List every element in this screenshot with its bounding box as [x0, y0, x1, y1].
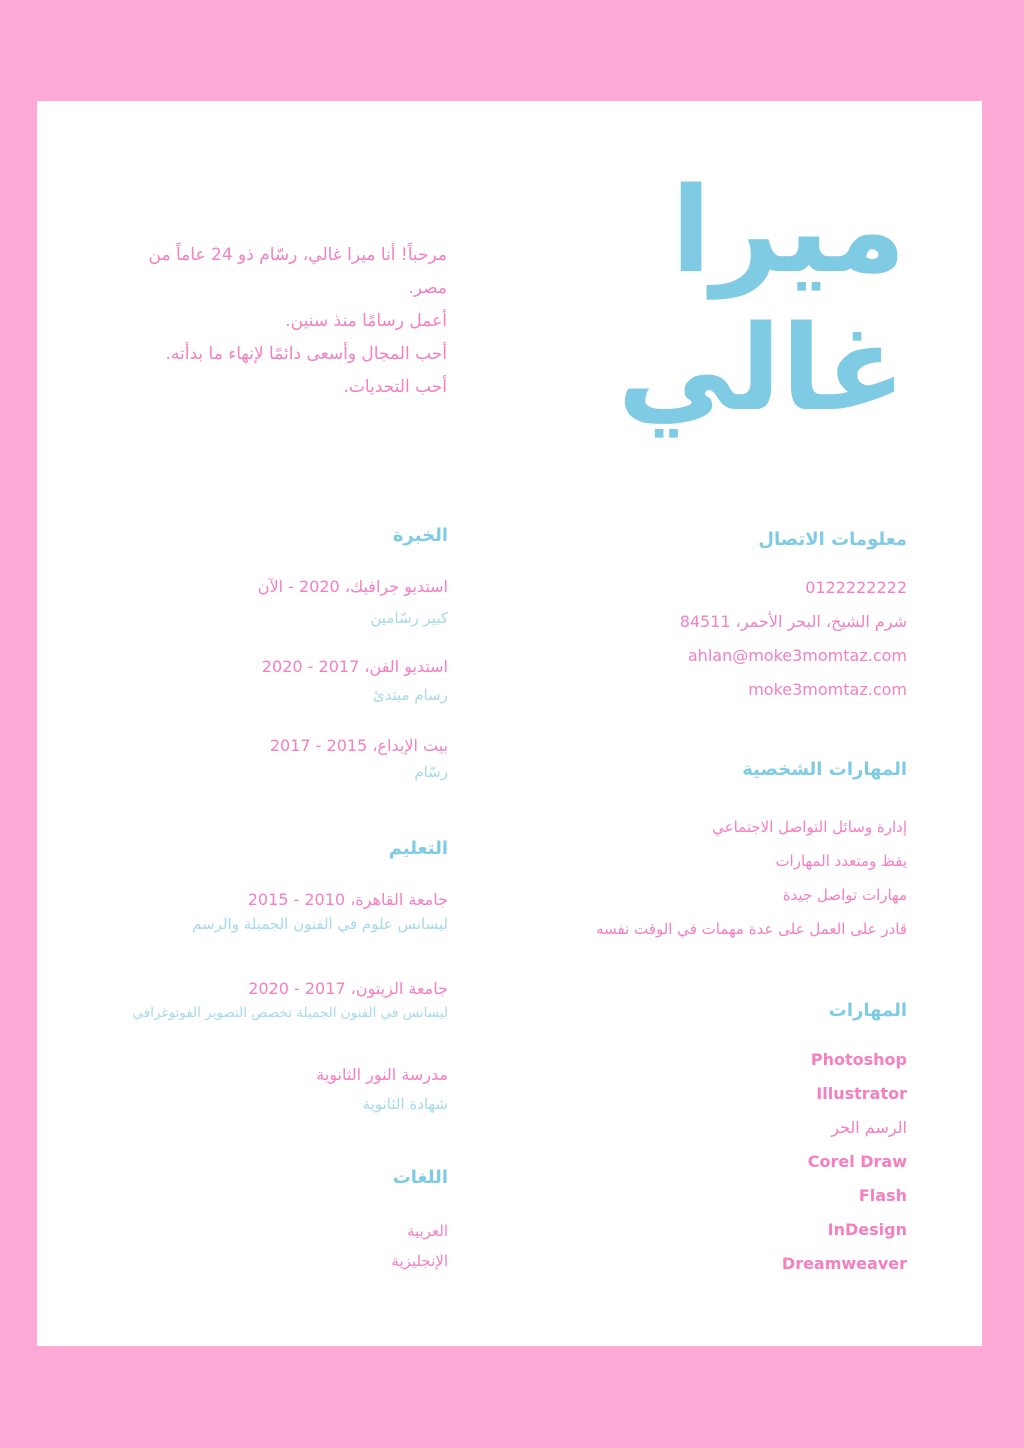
skills-list [782, 1043, 907, 1281]
intro-line: مصر. [408, 278, 447, 298]
languages-title: اللغات [392, 1167, 448, 1188]
intro-line: أحب التحديات. [343, 377, 447, 397]
website-link[interactable]: moke3momtaz.com [748, 680, 907, 699]
personal-skill-item: يقظ ومتعدد المهارات [775, 852, 907, 870]
personal-skills-list [596, 810, 907, 946]
education-title: التعليم [388, 838, 448, 859]
skill-item: الرسم الحر [831, 1118, 907, 1137]
education-degree: ليسانس علوم في الفنون الجميلة والرسم [192, 915, 448, 933]
address: شرم الشيخ، البحر الأحمر، 84511 [679, 612, 907, 631]
contact-list [680, 571, 907, 707]
skill-item: Dreamweaver [781, 1254, 907, 1273]
experience-role: رسام مبتدئ [372, 686, 448, 704]
personal-skill-item: إدارة وسائل التواصل الاجتماعي [712, 818, 907, 836]
education-degree: شهادة الثانوية [362, 1095, 448, 1113]
contact-title: معلومات الاتصال [758, 529, 907, 550]
experience-title: الخبرة [392, 525, 448, 546]
intro-text [67, 239, 447, 404]
skill-item: Illustrator [816, 1084, 907, 1103]
experience-role: رسّام [414, 763, 448, 781]
name-heading [617, 161, 906, 437]
skill-item: InDesign [827, 1220, 907, 1239]
phone: 0122222222 [805, 578, 907, 597]
personal-skill-item: قادر على العمل على عدة مهمات في الوقت نفسه [596, 920, 907, 938]
intro-line: أعمل رسامًا منذ سنين. [285, 311, 447, 331]
last-name: غالي [617, 299, 906, 437]
education-degree: ليسانس في الفنون الجميلة تخصص التصوير الفوتوغرافي [132, 1005, 448, 1021]
education-school: مدرسة النور الثانوية [316, 1065, 448, 1084]
first-name: ميرا [670, 161, 906, 299]
experience-place: بيت الإبداع، 2015 - 2017 [269, 736, 448, 755]
language-item: العربية [407, 1222, 448, 1240]
experience-place: استديو الفن، 2017 - 2020 [261, 657, 448, 676]
personal-skills-title: المهارات الشخصية [742, 759, 907, 780]
resume-page [37, 101, 982, 1346]
experience-role: كبير رسّامين [370, 609, 448, 627]
experience-place: استديو جرافيك، 2020 - الآن [257, 577, 448, 596]
intro-line: مرحباً! أنا ميرا غالي، رسّام ذو 24 عاماً من [148, 245, 447, 265]
email-link[interactable]: ahlan@moke3momtaz.com [687, 646, 907, 665]
personal-skill-item: مهارات تواصل جيدة [782, 886, 907, 904]
skill-item: Flash [858, 1186, 907, 1205]
education-school: جامعة القاهرة، 2010 - 2015 [247, 890, 448, 909]
intro-line: أحب المجال وأسعى دائمًا لإنهاء ما بدأته. [165, 344, 447, 364]
skill-item: Corel Draw [807, 1152, 907, 1171]
skill-item: Photoshop [810, 1050, 907, 1069]
skills-title: المهارات [828, 1000, 907, 1021]
language-item: الإنجليزية [391, 1252, 448, 1270]
education-school: جامعة الزيتون، 2017 - 2020 [248, 979, 448, 998]
